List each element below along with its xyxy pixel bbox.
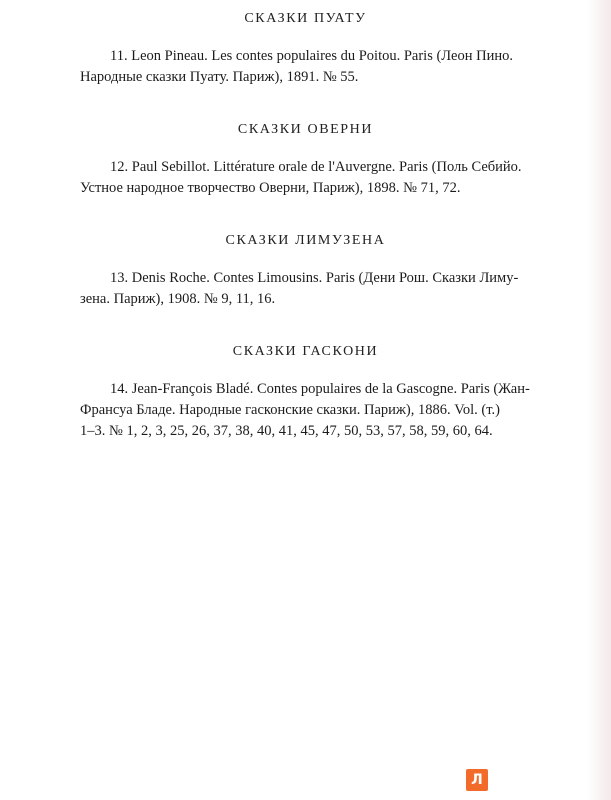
entry-line: Устное народное творчество Оверни, Париж), 1898. № 71, 72. (80, 180, 461, 196)
watermark-glyph: Л (471, 772, 483, 788)
section-heading-poitou: СКАЗКИ ПУАТУ (244, 11, 367, 26)
entry-line: Народные сказки Пуату. Париж), 1891. № 55. (80, 69, 359, 85)
section-heading-auvergne: СКАЗКИ ОВЕРНИ (237, 122, 374, 137)
section-heading-gascony: СКАЗКИ ГАСКОНИ (232, 344, 379, 359)
entry-line: 12. Paul Sebillot. Littérature orale de l'Auvergne. Paris (Поль Себийо. (110, 159, 522, 175)
watermark-logo-icon (466, 769, 488, 791)
bibliography-entry-13 (80, 268, 543, 310)
entry-line: 11. Leon Pineau. Les contes populaires du Poitou. Paris (Леон Пино. (110, 48, 513, 64)
section-heading-limousin: СКАЗКИ ЛИМУЗЕНА (225, 233, 386, 248)
entry-line: 1–3. № 1, 2, 3, 25, 26, 37, 38, 40, 41, 45, 47, 50, 53, 57, 58, 59, 60, 64. (80, 423, 493, 439)
entry-line: зена. Париж), 1908. № 9, 11, 16. (80, 291, 276, 307)
bibliography-entry-11 (80, 46, 543, 88)
entry-line: 14. Jean-François Bladé. Contes populaires de la Gascogne. Paris (Жан- (110, 381, 530, 397)
entry-line: 13. Denis Roche. Contes Limousins. Paris (Дени Рош. Сказки Лиму- (110, 270, 519, 286)
bibliography-entry-12 (80, 157, 543, 199)
bibliography-entry-14 (80, 379, 543, 442)
entry-line: Франсуа Бладе. Народные гасконские сказки. Париж), 1886. Vol. (т.) (80, 402, 500, 418)
